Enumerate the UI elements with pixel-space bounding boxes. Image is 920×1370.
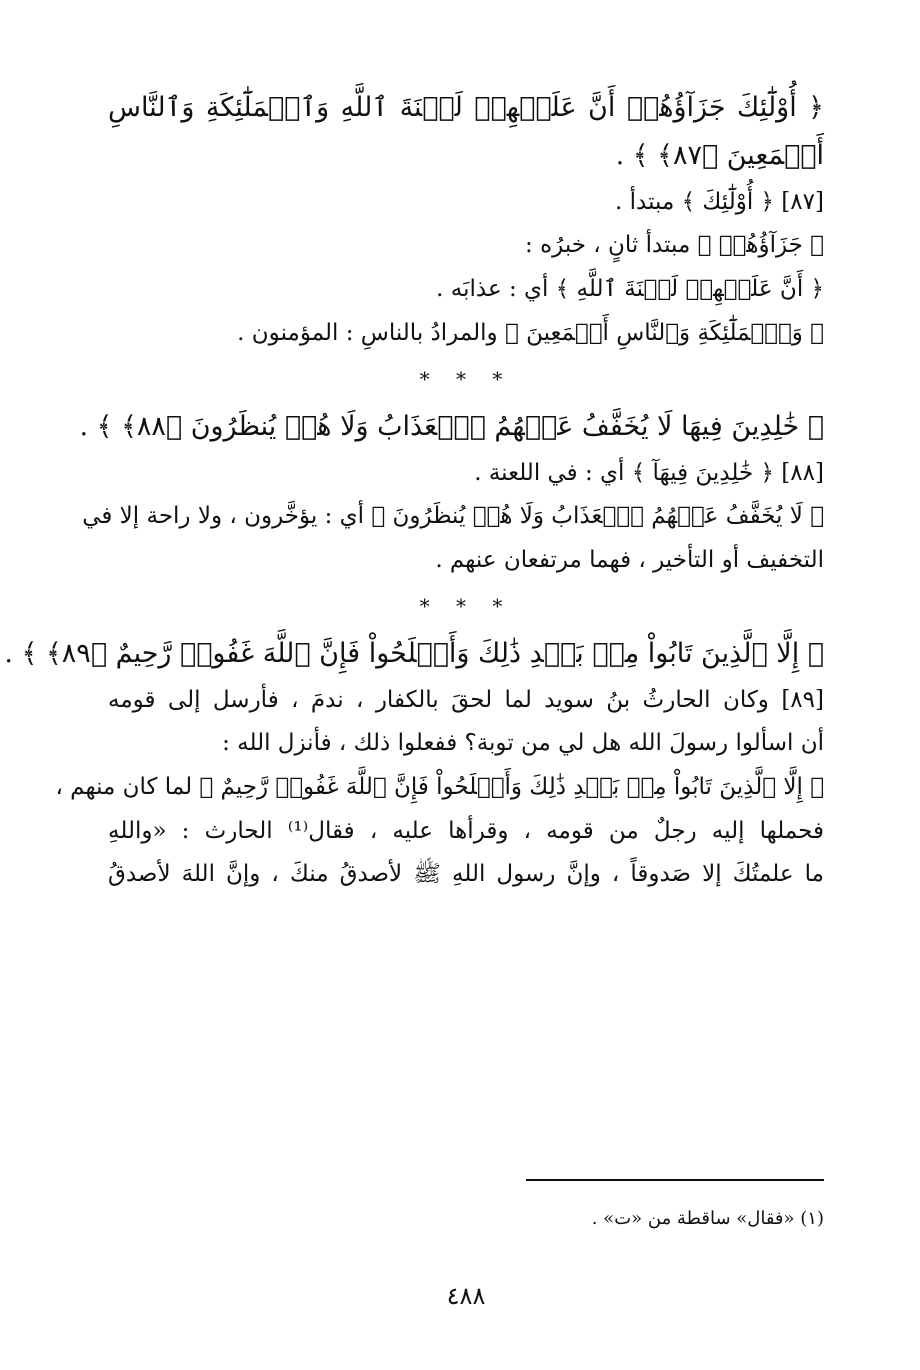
commentary-87d [108,320,824,348]
commentary-89-line-5: ما علمتُكَ إلا صَدوقاً ، وإنَّ رسول اللهِ ﷺ لأصدقُ منكَ ، وإنَّ اللهَ لأصدقُ [108,861,824,888]
commentary-87-line-4: ﴿ وَٱلۡمَلَٰٓئِكَةِ وَٱلنَّاسِ أَجۡمَعِينَ ﴾ والمرادُ بالناسِ : المؤمنون . [237,319,824,346]
verse-88-line: ﴿ خَٰلِدِينَ فِيهَا لَا يُخَفَّفُ عَنۡهُمُ ٱلۡعَذَابُ وَلَا هُمۡ يُنظَرُونَ ﴿٨٨﴾ ﴾ . [79,411,824,443]
page-number: ٤٨٨ [446,1282,486,1310]
commentary-88b [82,503,824,574]
commentary-88a [108,460,824,488]
commentary-87c [108,276,824,304]
section-separator: * * * [419,594,513,619]
commentary-88-line-1: [٨٨] ﴿ خَٰلِدِينَ فِيهَآ ﴾ أي : في اللعنة . [474,459,824,486]
commentary-87-line-2: ﴿ جَزَآؤُهُمۡ ﴾ مبتدأ ثانٍ ، خبرُه : [525,232,824,259]
verse-89-line: ﴿ إِلَّا ٱلَّذِينَ تَابُواْ مِنۢ بَعۡدِ ذَٰلِكَ وَأَصۡلَحُواْ فَإِنَّ ٱللَّهَ غَفُورٞ رَّحِيمٌ ﴿٨٩﴾ ﴾ . [4,638,824,670]
document-page [4,92,824,1312]
commentary-87a [108,189,824,217]
commentary-87b [108,232,824,260]
commentary-89-line-1: [٨٩] وكان الحارثُ بنُ سويد لما لحقَ بالكفار ، ندمَ ، فأرسل إلى قومه [108,686,824,713]
verse-87-line-1: ﴿ أُوْلَٰٓئِكَ جَزَآؤُهُمۡ أَنَّ عَلَيۡهِمۡ لَعۡنَةَ ٱللَّهِ وَٱلۡمَلَٰٓئِكَةِ وَٱلنَّاسِ [108,92,824,123]
commentary-89a [108,687,824,758]
commentary-88-line-3: التخفيف أو التأخير ، فهما مرتفعان عنهم . [435,546,824,573]
commentary-87-line-1: [٨٧] ﴿ أُوْلَٰٓئِكَ ﴾ مبتدأ . [615,188,824,215]
commentary-87-line-3: ﴿ أَنَّ عَلَيۡهِمۡ لَعۡنَةَ ٱللَّهِ ﴾ أي : عذابَه . [436,275,824,302]
commentary-89b [55,773,824,889]
commentary-89-line-4: فحملها إليه رجلٌ من قومه ، وقرأها عليه ، فقال⁽¹⁾ الحارث : «واللهِ [108,817,824,844]
verse-89 [4,638,824,670]
verse-87-line-2: أَجۡمَعِينَ ﴿٨٧﴾ ﴾ . [615,140,824,172]
commentary-89-line-2: أن اسألوا رسولَ الله هل لي من توبة؟ ففعلوا ذلك ، فأنزل الله : [222,730,824,757]
commentary-89-line-3: ﴿ إِلَّا ٱلَّذِينَ تَابُواْ مِنۢ بَعۡدِ ذَٰلِكَ وَأَصۡلَحُواْ فَإِنَّ ٱللَّهَ غَفُورٞ رَّحِيمٌ ﴾ لما كان منهم ، [55,773,824,800]
verse-88 [79,411,824,443]
footnote: (١) «فقال» ساقطة من «ت» . [591,1208,824,1229]
footnote-divider [526,1179,824,1181]
verse-87 [108,92,824,173]
commentary-88-line-2: ﴿ لَا يُخَفَّفُ عَنۡهُمُ ٱلۡعَذَابُ وَلَا هُمۡ يُنظَرُونَ ﴾ أي : يؤخَّرون ، ولا راحة إلا في [82,503,824,530]
section-separator: * * * [419,367,513,392]
